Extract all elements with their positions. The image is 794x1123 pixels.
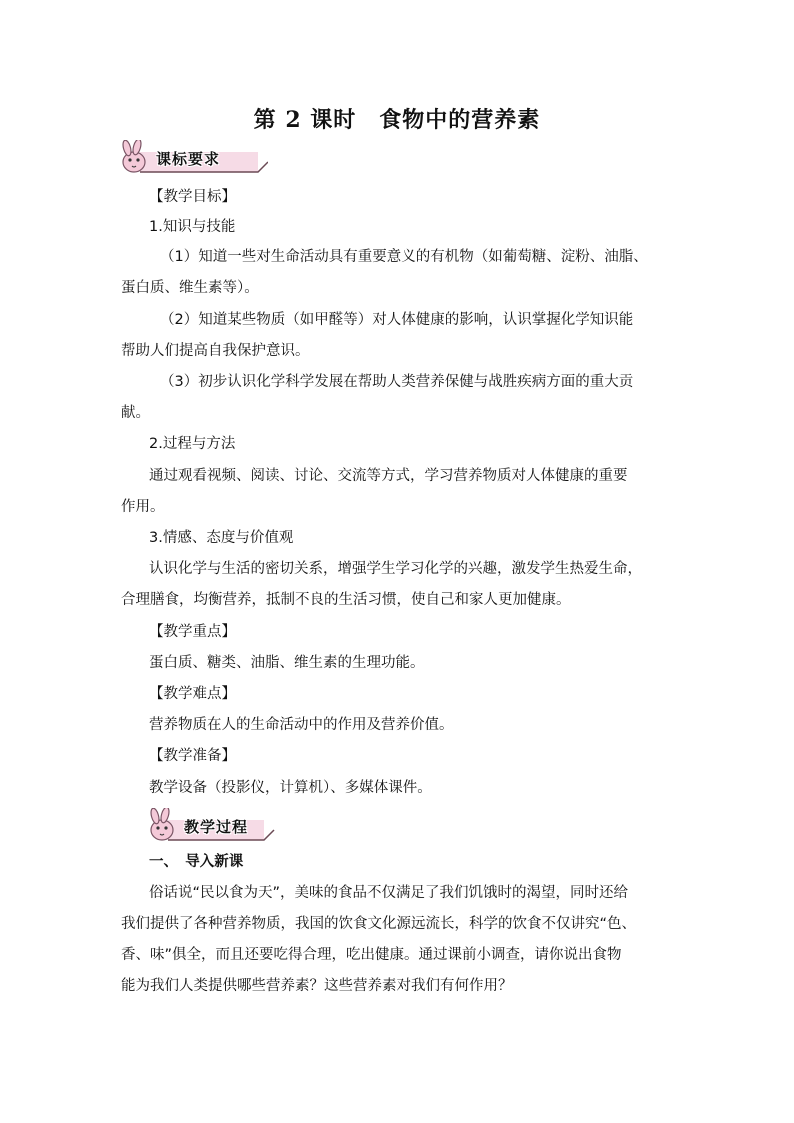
goal-1-title: 1.知识与技能 [149,219,236,235]
goal-3-text-line-1: 认识化学与生活的密切关系，增强学生学习化学的兴趣，激发学生热爱生命， [149,561,642,577]
difficulties-text: 营养物质在人的生命活动中的作用及营养价值。 [149,717,454,733]
goal-3-text-line-2: 合理膳食，均衡营养，抵制不良的生活习惯，使自己和家人更加健康。 [121,592,571,608]
goal-1-item-3-line-1: （3）初步认识化学科学发展在帮助人类营养保健与战胜疾病方面的重大贡 [160,374,634,390]
preparation-text: 教学设备（投影仪，计算机）、多媒体课件。 [149,780,432,796]
heading-key-points: 【教学重点】 [149,624,236,640]
intro-text-line-2: 我们提供了各种营养物质，我国的饮食文化源远流长，科学的饮食不仅讲究“色、 [121,916,637,932]
goal-1-item-1-line-1: （1）知道一些对生命活动具有重要意义的有机物（如葡萄糖、淀粉、油脂、 [160,249,648,265]
section-banner-process [146,808,296,848]
heading-teaching-goals: 【教学目标】 [149,189,236,205]
goal-1-item-2-line-2: 帮助人们提高自我保护意识。 [121,343,310,359]
intro-text-line-1: 俗话说“民以食为天”，美味的食品不仅满足了我们饥饿时的渴望，同时还给 [149,885,629,901]
page-title: 第 2 课时 食物中的营养素 [253,107,541,133]
goal-1-item-3-line-2: 献。 [121,405,150,421]
goal-3-title: 3.情感、态度与价值观 [149,530,294,546]
key-points-text: 蛋白质、糖类、油脂、维生素的生理功能。 [149,655,425,671]
goal-2-title: 2.过程与方法 [149,436,236,452]
heading-introduction: 一、 导入新课 [149,854,244,870]
heading-preparation: 【教学准备】 [149,748,236,764]
intro-text-line-4: 能为我们人类提供哪些营养素？这些营养素对我们有何作用？ [121,978,513,994]
goal-1-item-2-line-1: （2）知道某些物质（如甲醛等）对人体健康的影响，认识掌握化学知识能 [160,312,634,328]
intro-text-line-3: 香、味”俱全，而且还要吃得合理，吃出健康。通过课前小调查，请你说出食物 [121,947,622,963]
goal-2-text-line-2: 作用。 [121,499,165,515]
goal-1-item-1-line-2: 蛋白质、维生素等）。 [121,280,259,296]
section-title-standards: 课标要求 [156,150,221,168]
section-banner-standards [118,140,268,180]
goal-2-text-line-1: 通过观看视频、阅读、讨论、交流等方式，学习营养物质对人体健康的重要 [149,468,628,484]
section-title-process: 教学过程 [184,818,249,836]
heading-difficulties: 【教学难点】 [149,686,236,702]
